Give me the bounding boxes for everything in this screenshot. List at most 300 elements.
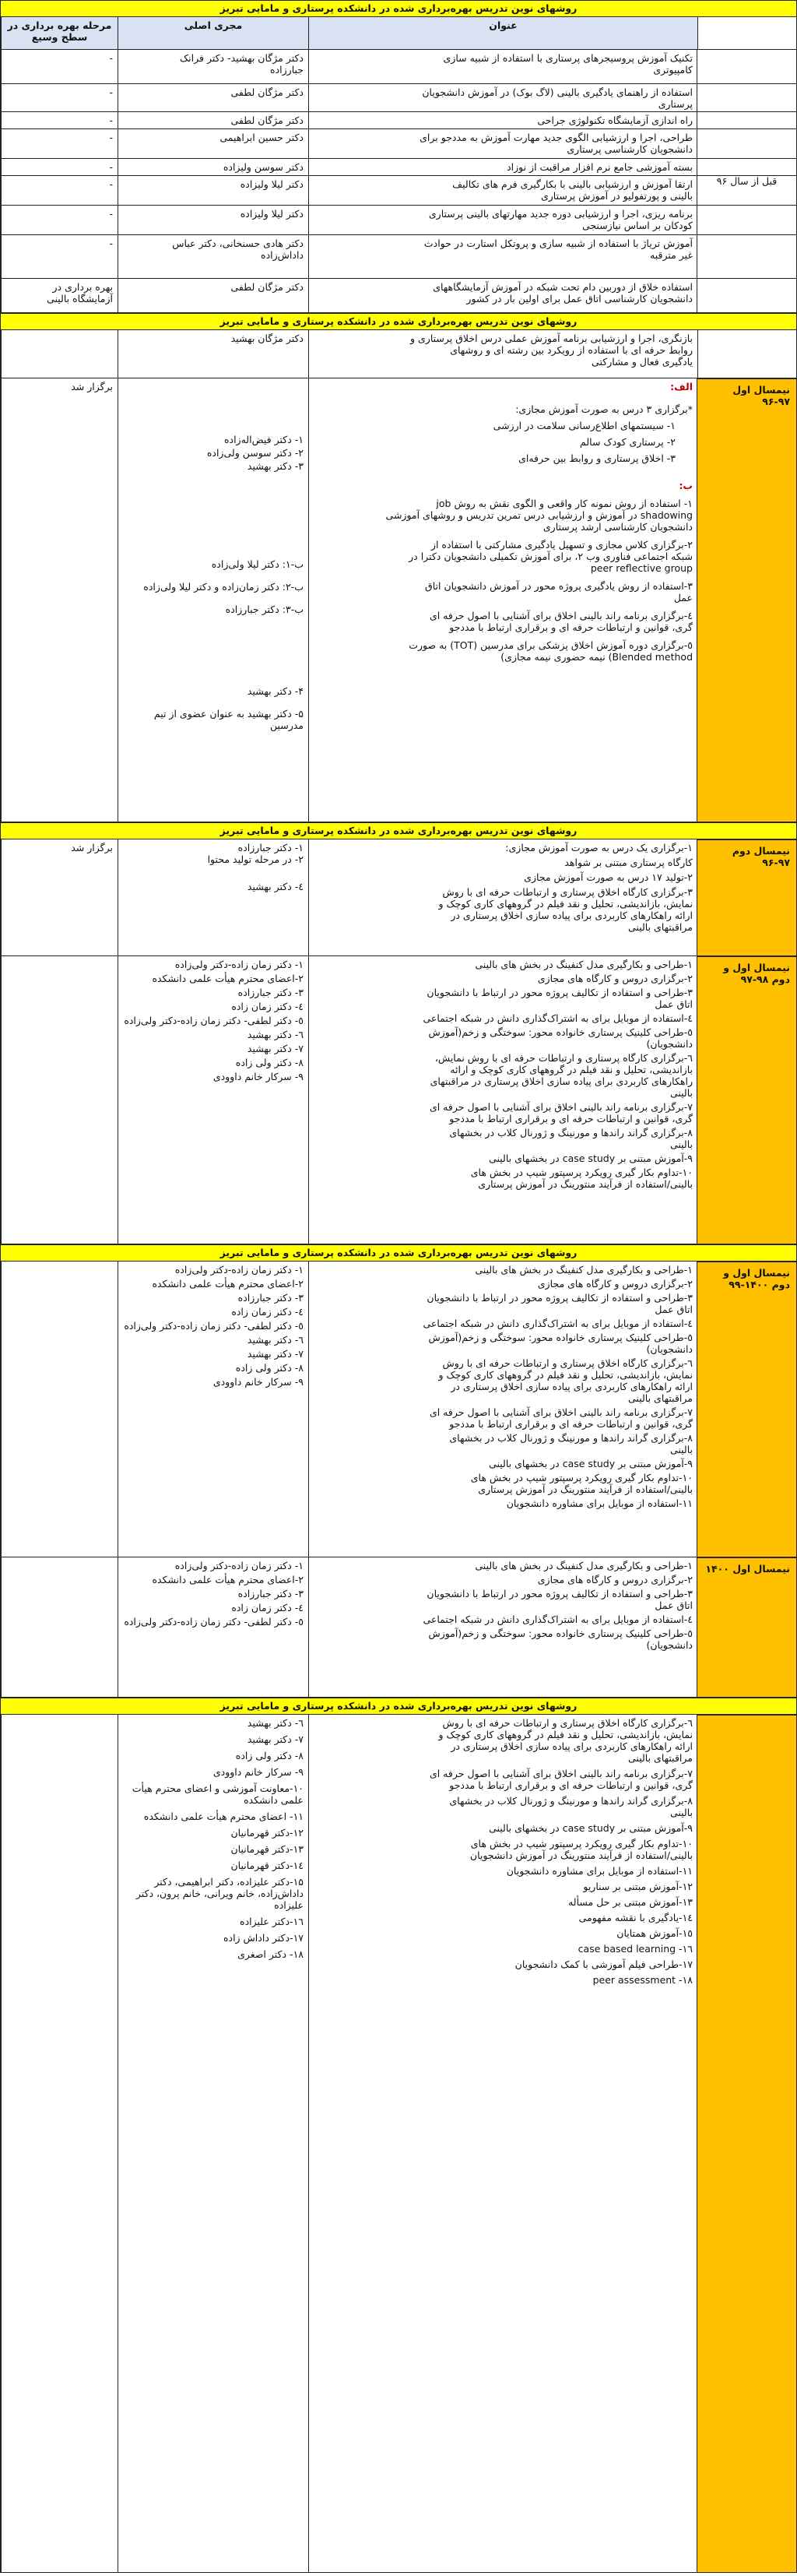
section5-row xyxy=(0,956,797,1244)
stage-cell xyxy=(1,956,118,1244)
exec-cell xyxy=(118,206,308,234)
section1-row xyxy=(0,159,797,176)
exec-text: ۸- دکتر ولی زاده xyxy=(235,1057,304,1068)
list-item xyxy=(314,1357,693,1404)
be-item xyxy=(314,610,693,633)
exec-text: ۹- سرکار خانم داوودی xyxy=(212,1766,304,1778)
title-text: کودکان بر اساس نیازسنجی xyxy=(581,220,693,231)
exec-cell xyxy=(118,1715,308,2572)
section7-row xyxy=(0,1557,797,1698)
exec-text: ۳- دکتر بهشید xyxy=(247,460,304,472)
exec-text: ۳- دکتر جبارزاده xyxy=(237,1588,304,1599)
title-cell xyxy=(308,235,697,278)
be-item-text: ٤-برگزاری برنامه راند بالینی اخلاق برای آشنایی با اصول حرفه ای xyxy=(429,610,693,621)
list-item xyxy=(314,1472,693,1495)
s4-item-text: ۲-تولید ۱۷ درس به صورت آموزش مجازی xyxy=(524,871,693,883)
list-item-text: بالینی/استفاده از فرآیند منتورینگ در آموزش پرستاری xyxy=(478,1483,693,1495)
exec-text: ۲-اعضای محترم هیأت علمی دانشکده xyxy=(152,1278,304,1290)
exec-text: ۸- دکتر ولی زاده xyxy=(235,1750,304,1761)
title-cell xyxy=(308,279,697,312)
exec-text: دکتر مژگان لطفی xyxy=(230,281,304,293)
exec-cell xyxy=(118,112,308,128)
exec-text: ۸- دکتر ولی زاده xyxy=(235,1362,304,1374)
section4-banner: روشهای نوین تدریس بهره‌برداری شده در دانشکده پرستاری و مامایی تبریز xyxy=(0,822,797,839)
list-item xyxy=(314,1574,693,1585)
list-item-text: مراقبتهای بالینی xyxy=(628,1392,693,1404)
title-text: راه اندازی آزمایشگاه تکنولوژی جراحی xyxy=(537,114,693,126)
list-item-text: بالینی/استفاده از فرآیند منتورینگ در آموزش دانشجویان xyxy=(469,1849,693,1861)
list-item xyxy=(314,1717,693,1764)
list-item xyxy=(314,1318,693,1329)
stage-text: - xyxy=(109,86,113,98)
list-item xyxy=(314,1012,693,1024)
be-item-text: ٥-برگزاری دوره آموزش اخلاق پزشکی برای مدرسین (TOT) به صورت xyxy=(409,639,693,651)
be-item xyxy=(314,498,693,533)
list-item xyxy=(314,1332,693,1355)
be-item-text: ۲-برگزاری کلاس مجازی و تسهیل یادگیری مشارکتی با استفاده از xyxy=(430,539,693,551)
stage-text: - xyxy=(109,52,113,64)
stage-text: - xyxy=(109,114,113,126)
exec-cell xyxy=(118,279,308,312)
list-item-text: ۳-طراحی و استفاده از تکالیف پروژه محور در ارتباط با دانشجویان xyxy=(427,987,693,998)
list-item-text: case based learning -۱٦ xyxy=(578,1943,693,1955)
list-item xyxy=(314,1560,693,1571)
header-exec xyxy=(118,17,308,49)
title-cell xyxy=(308,50,697,83)
exec-cell xyxy=(118,235,308,278)
title-cell xyxy=(308,1557,697,1697)
stage-cell xyxy=(1,84,118,111)
list-item-text: ٦-برگزاری کارگاه پرستاری و ارتباطات حرفه ای با روش نمایش، xyxy=(434,1052,693,1064)
list-item-text: ۲-برگزاری دروس و کارگاه های مجازی xyxy=(537,973,693,984)
list-item xyxy=(314,1927,693,1939)
s4-item xyxy=(314,842,693,853)
exec-text: ۲-اعضای محترم هیأت علمی دانشکده xyxy=(152,973,304,984)
title-text: بازنگری، اجرا و ارزشیابی برنامه آموزش عملی درس اخلاق پرستاری و xyxy=(410,333,693,344)
list-item xyxy=(314,1167,693,1190)
stage-cell xyxy=(1,129,118,158)
title-cell xyxy=(308,330,697,378)
list-item-text: نمایش، بازاندیشی، تحلیل و نقد فیلم در گروههای کاری کوچک و xyxy=(438,1729,693,1740)
stage-text: برگزار شد xyxy=(71,381,113,392)
be-item-text: گری، قوانین و ارتباطات حرفه ای و برقراری ارتباط با مددجو xyxy=(449,621,693,633)
exec-cell xyxy=(118,330,308,378)
stage-text: - xyxy=(109,208,113,220)
list-item-text: بالینی xyxy=(669,1807,693,1818)
title-cell xyxy=(308,1262,697,1557)
list-item-text: ارائه راهکارهای کاربردی برای پیاده سازی اخلاق پرستاری در xyxy=(451,1381,693,1392)
exec-text: ۱۷-دکتر داداش زاده xyxy=(223,1932,304,1944)
be-item-text: ۱- استفاده از روش نمونه کار واقعی و الگوی نقش به روش job xyxy=(436,498,693,509)
be-item xyxy=(314,539,693,574)
list-item-text: ٤-استفاده از موبایل برای به اشتراک‌گذاری دانش در شبکه اجتماعی xyxy=(423,1012,693,1024)
exec-text: ۱- دکتر جبارزاده xyxy=(237,842,304,853)
list-item-text: ۱۰-تداوم بکار گیری رویکرد پرسپتور شیپ در بخش های xyxy=(470,1472,693,1483)
stage-cell xyxy=(1,1262,118,1557)
exec-text: دکتر مژگان لطفی xyxy=(230,86,304,98)
list-item xyxy=(314,1278,693,1290)
term-label: نیمسال اول و دوم ۹۸-۹۷ xyxy=(723,962,790,985)
term-label: نیمسال اول ۱۴۰۰ xyxy=(705,1563,790,1575)
list-item-text: ۸-برگزاری گراند راندها و مورنینگ و ژورنال کلاب در بخشهای xyxy=(449,1127,693,1138)
header-title xyxy=(308,17,697,49)
list-item-text: ۱۱-استفاده از موبایل برای مشاوره دانشجویان xyxy=(506,1865,693,1877)
exec-text: دکتر مژگان بهشید- دکتر فرانک xyxy=(179,52,304,64)
list-item xyxy=(314,987,693,1010)
list-item-text: مراقبتهای بالینی xyxy=(628,1752,693,1764)
s4-item xyxy=(314,886,693,933)
list-item-text: ۷-برگزاری برنامه راند بالینی اخلاق برای آشنایی با اصول حرفه ای xyxy=(429,1101,693,1113)
exec-cell xyxy=(118,378,308,822)
list-item-text: ۱٤-یادگیری با نقشه مفهومی xyxy=(578,1912,693,1923)
term-label: نیمسال اول و دوم ۱۴۰۰-۹۹ xyxy=(723,1267,790,1290)
section2-row xyxy=(0,330,797,378)
list-item xyxy=(314,1292,693,1315)
list-item-text: ٥-طراحی کلینیک پرستاری خانواده محور: سوختگی و زخم(آموزش xyxy=(428,1332,693,1343)
be-item-text: shadowing در آموزش و ارزشیابی درس تمرین تدریس و روشهای آموزشی xyxy=(385,509,693,521)
header-exec-text: مجری اصلی xyxy=(184,19,243,31)
be-item-text: ۳-استفاده از روش یادگیری پروژه محور در آموزش دانشجویان اتاق xyxy=(425,580,693,592)
title-cell xyxy=(308,129,697,158)
exec-text: ب-۲: دکتر زمان‌زاده و دکتر لیلا ولی‌زاده xyxy=(143,581,304,593)
section1-row xyxy=(0,112,797,129)
title-cell xyxy=(308,84,697,111)
title-text: پرستاری xyxy=(658,98,693,110)
list-item xyxy=(314,1974,693,1986)
be-item xyxy=(314,639,693,663)
stage-cell xyxy=(1,235,118,278)
header-stage-text: مرحله بهره برداری در سطح وسیع xyxy=(7,19,112,43)
exec-text: ب-۱: دکتر لیلا ولی‌زاده xyxy=(211,558,304,570)
term-cell xyxy=(697,1557,797,1698)
s4-item-text: ۱-برگزاری یک درس به صورت آموزش مجازی: xyxy=(505,842,693,853)
list-item xyxy=(314,1943,693,1955)
stage-cell xyxy=(1,112,118,128)
section1-row xyxy=(0,235,797,279)
section1-row xyxy=(0,50,797,84)
stage-cell xyxy=(1,1557,118,1697)
title-text: کامپیوتری xyxy=(653,64,693,76)
header-term xyxy=(697,17,797,49)
exec-text: دکتر مژگان لطفی xyxy=(230,114,304,126)
s4-item-text: نمایش، بازاندیشی، تحلیل و نقد فیلم در گروههای کاری کوچک و xyxy=(438,898,693,910)
alef-intro: *برگزاری ۳ درس به صورت آموزش مجازی: xyxy=(515,403,693,415)
list-item xyxy=(314,1822,693,1834)
stage-cell xyxy=(1,1715,118,2572)
stage-cell xyxy=(1,279,118,312)
exec-text: ۱۱- اعضای محترم هیأت علمی دانشکده xyxy=(143,1811,304,1822)
alef-label: الف: xyxy=(670,381,693,392)
list-item-text: ٦-برگزاری کارگاه اخلاق پرستاری و ارتباطات حرفه ای با روش xyxy=(442,1357,693,1369)
spacer xyxy=(123,473,304,558)
exec-cell xyxy=(118,1557,308,1697)
exec-text: دکتر هادی حسنخانی، دکتر عباس xyxy=(172,238,304,249)
list-item-text: ٤-استفاده از موبایل برای به اشتراک‌گذاری دانش در شبکه اجتماعی xyxy=(423,1318,693,1329)
stage-text: آزمایشگاه بالینی xyxy=(47,293,113,304)
list-item xyxy=(314,1768,693,1791)
exec-text: ۷- دکتر بهشید xyxy=(247,1348,304,1360)
stage-text: - xyxy=(109,178,113,190)
be-item-text: Blended method) نیمه حضوری نیمه مجازی) xyxy=(500,651,693,663)
term-label: نیمسال اول ۹۷-۹۶ xyxy=(732,384,790,407)
exec-text: ٤- دکتر زمان زاده xyxy=(231,1001,304,1012)
section1-row xyxy=(0,129,797,159)
list-item-text: دانشجویان) xyxy=(646,1639,693,1651)
list-item-text: ۱-طراحی و بکارگیری مدل کنفینگ در بخش های بالینی xyxy=(475,1264,693,1276)
title-cell xyxy=(308,1715,697,2572)
title-cell xyxy=(308,176,697,205)
list-item xyxy=(314,1458,693,1469)
list-item xyxy=(314,1101,693,1124)
exec-text: ٤- دکتر زمان زاده xyxy=(231,1602,304,1614)
header-stage xyxy=(1,17,118,49)
exec-text: ۱۳-دکتر قهرمانیان xyxy=(230,1843,304,1855)
list-item-text: ٥-طراحی کلینیک پرستاری خانواده محور: سوختگی و زخم(آموزش xyxy=(428,1026,693,1038)
exec-cell xyxy=(118,1262,308,1557)
be-label: ب: xyxy=(679,480,693,491)
list-item-text: ۸-برگزاری گراند راندها و مورنینگ و ژورنال کلاب در بخشهای xyxy=(449,1432,693,1444)
exec-text: دکتر حسین ابراهیمی xyxy=(219,132,304,143)
exec-text: دکتر لیلا ولیزاده xyxy=(240,178,304,190)
list-item xyxy=(314,1958,693,1970)
section1-row xyxy=(0,84,797,112)
list-item-text: ۱۰-تداوم بکار گیری رویکرد پرسپتور شیپ در بخش های xyxy=(470,1838,693,1849)
exec-text: داداش‌زاده xyxy=(261,249,304,261)
section1-row xyxy=(0,279,797,313)
list-item-text: ٥-طراحی کلینیک پرستاری خانواده محور: سوختگی و زخم(آموزش xyxy=(428,1628,693,1639)
list-item xyxy=(314,973,693,984)
section8-banner: روشهای نوین تدریس بهره‌برداری شده در دانشکده پرستاری و مامایی تبریز xyxy=(0,1698,797,1715)
list-item xyxy=(314,1406,693,1430)
list-item xyxy=(314,1838,693,1861)
be-item-text: peer reflective group xyxy=(590,562,693,574)
list-item xyxy=(314,1432,693,1455)
title-text: طراحی، اجرا و ارزشیابی الگوی جدید مهارت آموزش به مددجو برای xyxy=(420,132,693,143)
title-cell xyxy=(308,112,697,128)
list-item-text: ۱۰-تداوم بکار گیری رویکرد پرسپتور شیپ در بخش های xyxy=(470,1167,693,1178)
list-item-text: اتاق عمل xyxy=(655,1304,693,1315)
stage-cell xyxy=(1,50,118,83)
exec-text: ٦- دکتر بهشید xyxy=(247,1334,304,1346)
list-item xyxy=(314,959,693,970)
list-item xyxy=(314,1614,693,1625)
exec-text: ۹- سرکار خانم داوودی xyxy=(212,1376,304,1388)
exec-text: ٦- دکتر بهشید xyxy=(247,1029,304,1040)
stage-cell xyxy=(1,176,118,205)
list-item-text: ۱۷-طراحی فیلم آموزشی با کمک دانشجویان xyxy=(514,1958,693,1970)
exec-cell xyxy=(118,956,308,1244)
exec-text: ۲- در مرحله تولید محتوا xyxy=(207,853,304,865)
term-label: نیمسال دوم ۹۷-۹۶ xyxy=(732,845,790,868)
list-item-text: اتاق عمل xyxy=(655,998,693,1010)
exec-text: ۷- دکتر بهشید xyxy=(247,1733,304,1745)
exec-text: ۱- دکتر زمان زاده-دکتر ولی‌زاده xyxy=(174,959,304,970)
term-cell xyxy=(697,378,797,822)
exec-text: ۱- دکتر زمان زاده-دکتر ولی‌زاده xyxy=(174,1264,304,1276)
exec-text: ۱٦-دکتر علیزاده xyxy=(240,1916,304,1927)
stage-text: برگزار شد xyxy=(71,842,113,853)
list-item xyxy=(314,1497,693,1509)
list-item-text: بالینی xyxy=(669,1444,693,1455)
exec-cell xyxy=(118,129,308,158)
list-item xyxy=(314,1896,693,1908)
list-item-text: ۳-طراحی و استفاده از تکالیف پروژه محور در ارتباط با دانشجویان xyxy=(427,1292,693,1304)
title-text: استفاده خلاق از دوربین دام تحت شبکه در آموزش آزمایشگاههای xyxy=(433,281,693,293)
list-item-text: ۱-طراحی و بکارگیری مدل کنفینگ در بخش های بالینی xyxy=(475,959,693,970)
exec-text: ۳- دکتر جبارزاده xyxy=(237,987,304,998)
exec-text: ٤- دکتر زمان زاده xyxy=(231,1306,304,1318)
section6-banner: روشهای نوین تدریس بهره‌برداری شده در دانشکده پرستاری و مامایی تبریز xyxy=(0,1244,797,1262)
section4-row xyxy=(0,839,797,956)
list-item-text: ۹-آموزش مبتنی بر case study در بخشهای بالینی xyxy=(489,1458,693,1469)
term-cell xyxy=(697,1262,797,1557)
title-text: استفاده از راهنمای یادگیری بالینی (لاگ بوک) در آموزش دانشجویان xyxy=(422,86,693,98)
title-text: ارتقا آموزش و ارزشیابی بالینی با بکارگیری فرم های تکالیف xyxy=(452,178,693,190)
term-cell xyxy=(697,50,797,313)
list-item xyxy=(314,1795,693,1818)
list-item-text: بالینی/استفاده از فرآیند منتورینگ در آموزش پرستاری xyxy=(478,1178,693,1190)
exec-cell xyxy=(118,84,308,111)
list-item-text: peer assessment -۱۸ xyxy=(592,1974,693,1986)
title-text: تکنیک آموزش پروسیجرهای پرستاری با استفاده از شبیه سازی xyxy=(443,52,693,64)
stage-cell xyxy=(1,378,118,822)
title-text: برنامه ریزی، اجرا و ارزشیابی دوره جدید مهارتهای بالینی پرستاری xyxy=(428,208,693,220)
list-item-text: ۷-برگزاری برنامه راند بالینی اخلاق برای آشنایی با اصول حرفه ای xyxy=(429,1768,693,1779)
title-cell xyxy=(308,159,697,175)
title-text: یادگیری فعال و مشارکتی xyxy=(592,356,693,368)
stage-text: - xyxy=(109,161,113,173)
section8-row xyxy=(0,1715,797,2573)
s4-item-text: کارگاه پرستاری مبتنی بر شواهد xyxy=(564,857,693,868)
exec-text: ب-۳: دکتر جبارزاده xyxy=(225,604,304,615)
list-item xyxy=(314,1865,693,1877)
stage-cell xyxy=(1,839,118,955)
list-item-text: ۲-برگزاری دروس و کارگاه های مجازی xyxy=(537,1574,693,1585)
list-item xyxy=(314,1628,693,1651)
list-item-text: بازاندیشی، تحلیل و نقد فیلم در گروههای کاری کوچک و ارائه xyxy=(450,1064,693,1075)
title-text: آموزش تریاژ با استفاده از شبیه سازی و پروتکل استارت در حوادث xyxy=(423,238,693,249)
term-cell xyxy=(697,956,797,1244)
term-label: قبل از سال ۹۶ xyxy=(716,175,778,187)
list-item xyxy=(314,1264,693,1276)
exec-text: دکتر لیلا ولیزاده xyxy=(240,208,304,220)
exec-cell xyxy=(118,839,308,955)
stage-cell xyxy=(1,330,118,378)
exec-cell xyxy=(118,50,308,83)
stage-cell xyxy=(1,159,118,175)
section1-row xyxy=(0,176,797,206)
exec-text: ۵- دکتر بهشید به عنوان عضوی از تیم مدرسین xyxy=(153,708,304,731)
list-item-text: ۱-طراحی و بکارگیری مدل کنفینگ در بخش های بالینی xyxy=(475,1560,693,1571)
list-item-text: ۸-برگزاری گراند راندها و مورنینگ و ژورنال کلاب در بخشهای xyxy=(449,1795,693,1807)
list-item xyxy=(314,1881,693,1892)
alef-item: ۱- سیستمهای اطلاع‌رسانی سلامت در ارزشی xyxy=(493,420,676,431)
list-item-text: ۱۲-آموزش مبتنی بر سناریو xyxy=(583,1881,693,1892)
alef-item: ۳- اخلاق پرستاری و روابط بین حرفه‌ای xyxy=(518,452,676,464)
list-item-text: گری، قوانین و ارتباطات حرفه ای و برقراری ارتباط با مددجو xyxy=(449,1113,693,1124)
s4-item xyxy=(314,857,693,868)
s4-item xyxy=(314,871,693,883)
list-item-text: ۱۱-استفاده از موبایل برای مشاوره دانشجویان xyxy=(506,1497,693,1509)
title-text: غیر مترقبه xyxy=(650,249,693,261)
exec-text: ٤- دکتر بهشید xyxy=(247,881,304,892)
title-text: دانشجویان کارشناسی اتاق عمل برای اولین بار در کشور xyxy=(466,293,693,304)
list-item-text: گری، قوانین و ارتباطات حرفه ای و برقراری ارتباط با مددجو xyxy=(449,1779,693,1791)
term-cell xyxy=(697,330,797,378)
exec-text: ۱۸- دکتر اصغری xyxy=(237,1948,304,1960)
list-item-text: ۱۳-آموزش مبتنی بر حل مسأله xyxy=(568,1896,693,1908)
exec-text: ۱- دکتر زمان زاده-دکتر ولی‌زاده xyxy=(174,1560,304,1571)
list-item-text: ۹-آموزش مبتنی بر case study در بخشهای بالینی xyxy=(489,1822,693,1834)
exec-text: ۴- دکتر بهشید xyxy=(247,685,304,697)
exec-text: ۱- دکتر فیض‌اله‌زاده xyxy=(223,434,304,445)
title-text: دانشجویان کارشناسی پرستاری xyxy=(567,143,693,155)
exec-text: ۲- دکتر سوسن ولی‌زاده xyxy=(206,447,304,459)
top-banner: روشهای نوین تدریس بهره‌برداری شده در دانشکده پرستاری و مامایی تبریز xyxy=(0,0,797,17)
list-item xyxy=(314,1588,693,1611)
list-item-text: راهکارهای کاربردی برای پیاده سازی اخلاق پرستاری در مراقبتهای xyxy=(430,1075,693,1087)
be-item-text: شبکه اجتماعی فناوری وب ۲، برای آموزش تکمیلی دانشجویان دکترا در xyxy=(409,551,693,562)
list-item-text: ۲-برگزاری دروس و کارگاه های مجازی xyxy=(537,1278,693,1290)
list-item xyxy=(314,1127,693,1150)
list-item xyxy=(314,1026,693,1050)
exec-text: ۱٤-دکتر قهرمانیان xyxy=(230,1860,304,1871)
term-cell xyxy=(697,1715,797,2573)
list-item-text: ۷-برگزاری برنامه راند بالینی اخلاق برای آشنایی با اصول حرفه ای xyxy=(429,1406,693,1418)
section1-row xyxy=(0,206,797,235)
list-item xyxy=(314,1153,693,1164)
exec-text: جبارزاده xyxy=(270,64,304,76)
exec-text: ٥- دکتر لطفی- دکتر زمان زاده-دکتر ولی‌زاده xyxy=(124,1320,304,1332)
section2-banner: روشهای نوین تدریس بهره‌برداری شده در دانشکده پرستاری و مامایی تبریز xyxy=(0,313,797,330)
exec-text: ۳- دکتر جبارزاده xyxy=(237,1292,304,1304)
exec-text: ۹- سرکار خانم داوودی xyxy=(212,1071,304,1082)
exec-cell xyxy=(118,176,308,205)
list-item-text: دانشجویان) xyxy=(646,1343,693,1355)
exec-text: ٦- دکتر بهشید xyxy=(247,1717,304,1729)
stage-text: - xyxy=(109,238,113,249)
exec-text: ۱۵-دکتر علیزاده، دکتر ابراهیمی، دکتر داداش‌زاده، خانم ویرانی، خانم پرون، دکتر علیزاده xyxy=(135,1876,304,1911)
s4-item-text: ۳-برگزاری کارگاه اخلاق پرستاری و ارتباطات حرفه ای با روش xyxy=(442,886,693,898)
list-item-text: ٤-استفاده از موبایل برای به اشتراک‌گذاری دانش در شبکه اجتماعی xyxy=(423,1614,693,1625)
stage-cell xyxy=(1,206,118,234)
title-cell xyxy=(308,206,697,234)
title-cell xyxy=(308,839,697,955)
exec-text: ۱۲-دکتر قهرمانیان xyxy=(230,1827,304,1839)
list-item-text: بالینی xyxy=(669,1138,693,1150)
title-text: بالینی و پورتفولیو در آموزش پرستاری xyxy=(540,190,693,202)
list-item-text: بالینی xyxy=(669,1087,693,1099)
list-item xyxy=(314,1052,693,1099)
title-text: بسته آموزشی جامع نرم افزار مراقبت از نوزاد xyxy=(507,161,693,173)
title-cell xyxy=(308,956,697,1244)
s4-item-text: مراقبتهای بالینی xyxy=(628,921,693,933)
list-item-text: ۳-طراحی و استفاده از تکالیف پروژه محور در ارتباط با دانشجویان xyxy=(427,1588,693,1599)
exec-text: ۲-اعضای محترم هیأت علمی دانشکده xyxy=(152,1574,304,1585)
header-title-text: عنوان xyxy=(489,19,518,31)
stage-text: بهره برداری در xyxy=(52,281,113,293)
table-header xyxy=(0,17,797,50)
list-item-text: ۱٥-آموزش همتایان xyxy=(616,1927,693,1939)
exec-text: دکتر مژگان بهشید xyxy=(230,333,304,344)
term-cell xyxy=(697,839,797,956)
be-item-text: عمل xyxy=(673,592,693,604)
exec-text: ۱۰-معاونت آموزشی و اعضای محترم هیأت علمی دانشکده xyxy=(132,1782,304,1806)
exec-text: ٥- دکتر لطفی- دکتر زمان زاده-دکتر ولی‌زاده xyxy=(124,1616,304,1628)
list-item-text: گری، قوانین و ارتباطات حرفه ای و برقراری ارتباط با مددجو xyxy=(449,1418,693,1430)
exec-text: دکتر سوسن ولیزاده xyxy=(223,161,304,173)
be-item-text: دانشجویان کارشناسی ارشد پرستاری xyxy=(542,521,693,533)
